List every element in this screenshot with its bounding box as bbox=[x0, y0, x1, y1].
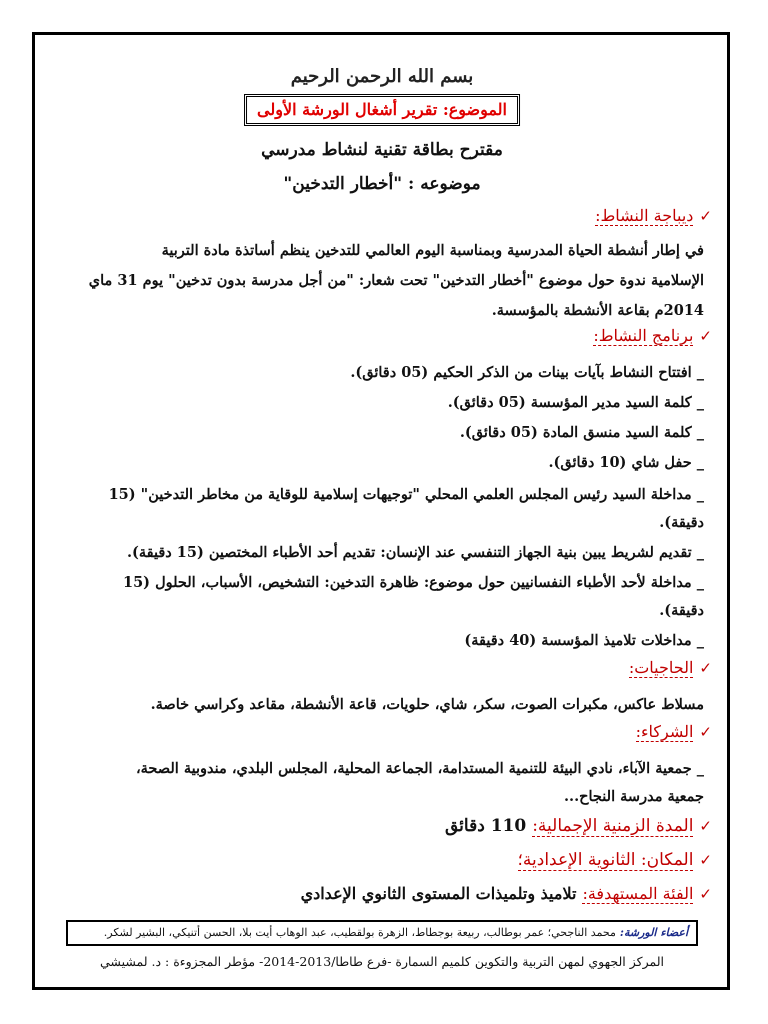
audience-heading-label: الفئة المستهدفة: bbox=[582, 884, 694, 903]
basmala: بسم الله الرحمن الرحيم bbox=[290, 66, 474, 87]
audience-heading bbox=[301, 884, 712, 903]
check-icon: ✓ bbox=[699, 817, 712, 835]
program-item: _ مداخلات تلاميذ المؤسسة (40 دقيقة) bbox=[464, 632, 704, 649]
workshop-members-box bbox=[66, 920, 698, 946]
check-icon: ✓ bbox=[699, 659, 712, 677]
program-heading-label: برنامج النشاط: bbox=[593, 326, 694, 345]
intro-line: 2014م بقاعة الأنشطة بالمؤسسة. bbox=[491, 302, 704, 319]
program-item-cont: دقيقة). bbox=[659, 602, 704, 619]
program-item: _ افتتاح النشاط بآيات بينات من الذكر الحكيم (05 دقائق). bbox=[350, 364, 704, 381]
check-icon: ✓ bbox=[699, 851, 712, 869]
program-item: _ كلمة السيد منسق المادة (05 دقائق). bbox=[459, 424, 704, 441]
place-heading-label: المكان: الثانوية الإعدادية؛ bbox=[517, 850, 694, 870]
program-item: _ كلمة السيد مدير المؤسسة (05 دقائق). bbox=[447, 394, 704, 411]
partners-heading-label: الشركاء: bbox=[635, 722, 694, 741]
needs-heading bbox=[629, 658, 712, 677]
footnote: المركز الجهوي لمهن التربية والتكوين كلميم السمارة -فرع طاطا/2013-2014- مؤطر المجزوءة : د. لمشيشي bbox=[100, 954, 664, 969]
program-item: _ مداخلة لأحد الأطباء النفسانيين حول موضوع: ظاهرة التدخين: التشخيص، الأسباب، الحلول (15 bbox=[122, 574, 704, 591]
intro-line: في إطار أنشطة الحياة المدرسية وبمناسبة اليوم العالمي للتدخين ينظم أساتذة مادة التربية bbox=[161, 242, 704, 259]
audience-value: تلاميذ وتلميذات المستوى الثانوي الإعدادي bbox=[300, 884, 577, 903]
subject-banner: الموضوع: تقرير أشغال الورشة الأولى bbox=[244, 94, 520, 126]
program-item-cont: دقيقة). bbox=[659, 514, 704, 531]
intro-heading bbox=[595, 206, 712, 225]
members-list: محمد الناجحي؛ عمر بوطالب، ربيعة بوجطاط، الزهرة بولقطيب، عبد الوهاب أيت بلا، الحسن أتنيكي، البشير لشكر. bbox=[103, 926, 616, 939]
program-item: _ مداخلة السيد رئيس المجلس العلمي المحلي "توجيهات إسلامية للوقاية من مخاطر التدخين" (15 bbox=[108, 486, 704, 503]
members-label: أعضاء الورشة: bbox=[619, 926, 688, 939]
intro-heading-label: ديباجة النشاط: bbox=[595, 206, 694, 225]
check-icon: ✓ bbox=[699, 885, 712, 903]
intro-line: الإسلامية ندوة حول موضوع "أخطار التدخين" تحت شعار: "من أجل مدرسة بدون تدخين" يوم 31 ماي bbox=[88, 272, 704, 289]
partners-heading bbox=[636, 722, 712, 741]
place-heading bbox=[518, 850, 713, 870]
check-icon: ✓ bbox=[699, 207, 712, 225]
needs-heading-label: الحاجيات: bbox=[628, 658, 694, 677]
program-heading bbox=[593, 326, 712, 345]
partners-line: _ جمعية الآباء، نادي البيئة للتنمية المستدامة، الجماعة المحلية، المجلس البلدي، مندوبية الصحة، bbox=[135, 760, 704, 777]
document-page bbox=[38, 40, 726, 980]
document-topic: موضوعه : "أخطار التدخين" bbox=[283, 174, 481, 194]
partners-line: جمعية مدرسة النجاح... bbox=[564, 788, 704, 805]
duration-value: 110 دقائق bbox=[444, 816, 527, 836]
document-title: مقترح بطاقة تقنية لنشاط مدرسي bbox=[261, 140, 503, 160]
duration-heading bbox=[445, 816, 712, 836]
duration-heading-label: المدة الزمنية الإجمالية: bbox=[532, 816, 694, 836]
needs-text: مسلاط عاكس، مكبرات الصوت، سكر، شاي، حلويات، قاعة الأنشطة، مقاعد وكراسي خاصة. bbox=[150, 696, 704, 713]
check-icon: ✓ bbox=[699, 327, 712, 345]
program-item: _ تقديم لشريط يبين بنية الجهاز التنفسي عند الإنسان: تقديم أحد الأطباء المختصين (15 دقيقة). bbox=[126, 544, 704, 561]
program-item: _ حفل شاي (10 دقائق). bbox=[548, 454, 704, 471]
check-icon: ✓ bbox=[699, 723, 712, 741]
